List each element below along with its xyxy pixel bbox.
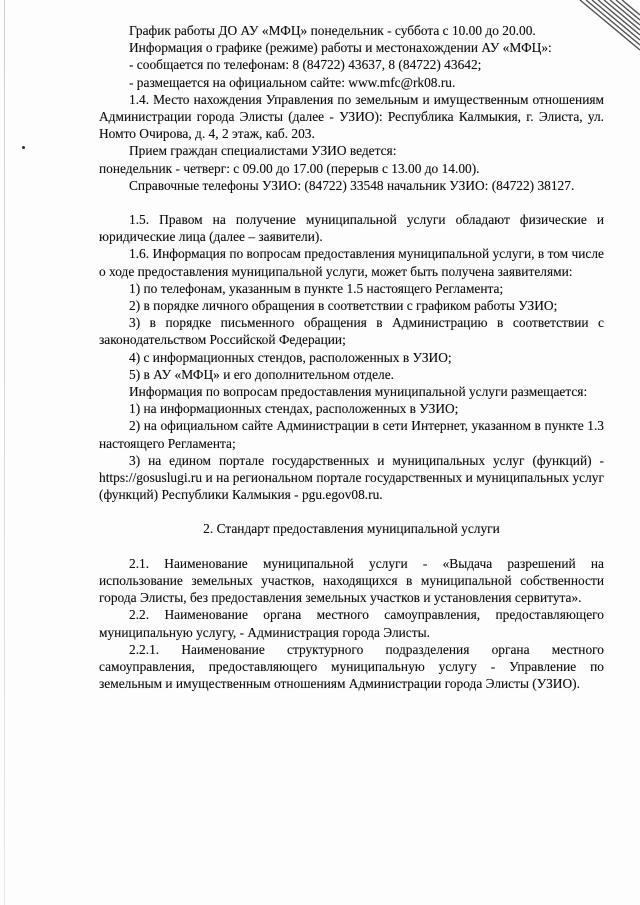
paragraph-mfc-website: - размещается на официальном сайте: www.mfc@rk08.ru. <box>129 74 456 90</box>
list-item-4: 4) с информационных стендов, расположенных в УЗИО; <box>129 349 452 365</box>
paragraph-reception: Прием граждан специалистами УЗИО ведется: <box>129 143 397 159</box>
paragraph-1-5: 1.5. Правом на получение муниципальной услуги обладают физические и юридические лица (далее – заявители). <box>99 212 604 245</box>
paragraph-1-6: 1.6. Информация по вопросам предоставления муниципальной услуги, в том числе о ходе предоставления муниципальной услуги, может быть получена заявителями: <box>99 246 604 279</box>
paragraph-reception-hours: понедельник - четверг: с 09.00 до 17.00 (перерыв с 13.00 до 14.00). <box>99 160 480 176</box>
paragraph-mfc-phones: - сообщается по телефонам: 8 (84722) 43637, 8 (84722) 43642; <box>129 57 482 73</box>
list-item-2: 2) в порядке личного обращения в соответствии с графиком работы УЗИО; <box>129 298 558 314</box>
list-item-1: 1) по телефонам, указанным в пункте 1.5 настоящего Регламента; <box>129 280 504 296</box>
paragraph-2-2: 2.2. Наименование органа местного самоуправления, предоставляющего муниципальную услугу, - Администрация города Элисты. <box>99 607 604 640</box>
paragraph-2-1: 2.1. Наименование муниципальной услуги - «Выдача разрешений на использование земельных участков, находящихся в муниципальной собственности города Элисты, без предоставления земельных участков и установления сервитута». <box>99 555 604 606</box>
paragraph-info-placed: Информация по вопросам предоставления муниципальной услуги размещается: <box>129 384 588 400</box>
paragraph-uzio-phones: Справочные телефоны УЗИО: (84722) 33548 начальник УЗИО: (84722) 38127. <box>129 177 575 193</box>
scan-edge-line <box>4 0 5 905</box>
placement-item-3: 3) на едином портале государственных и муниципальных услуг (функций) - https://gosuslugi.ru и на региональном портале государственных и муниципальных услуг (функций) Республики Калмыкия - pgu.egov08.ru. <box>99 452 604 503</box>
placement-item-2: 2) на официальном сайте Администрации в сети Интернет, указанном в пункте 1.3 настоящего Регламента; <box>99 418 604 451</box>
document-body <box>99 22 604 692</box>
paragraph-1-4-location: 1.4. Место нахождения Управления по земельным и имущественным отношениям Администрации города Элисты (далее - УЗИО): Республика Калмыкия, г. Элиста, ул. Номто Очирова, д. 4, 2 этаж, каб. 203. <box>99 91 604 142</box>
paragraph-info-mfc: Информация о графике (режиме) работы и местонахождении АУ «МФЦ»: <box>129 40 552 56</box>
placement-item-1: 1) на информационных стендах, расположенных в УЗИО; <box>129 401 459 417</box>
paragraph-schedule-mfc: График работы ДО АУ «МФЦ» понедельник - суббота с 10.00 до 20.00. <box>129 23 536 38</box>
scan-dot-mark <box>22 146 25 149</box>
list-item-5: 5) в АУ «МФЦ» и его дополнительном отделе. <box>129 366 395 382</box>
list-item-3: 3) в порядке письменного обращения в Администрацию в соответствии с законодательством Российской Федерации; <box>99 315 604 348</box>
paragraph-2-2-1: 2.2.1. Наименование структурного подразделения органа местного самоуправления, предоставляющего муниципальную услугу - Управление по земельным и имущественным отношениям Администрации города Элисты (УЗИО). <box>99 641 604 692</box>
section-heading: 2. Стандарт предоставления муниципальной услуги <box>203 521 500 537</box>
